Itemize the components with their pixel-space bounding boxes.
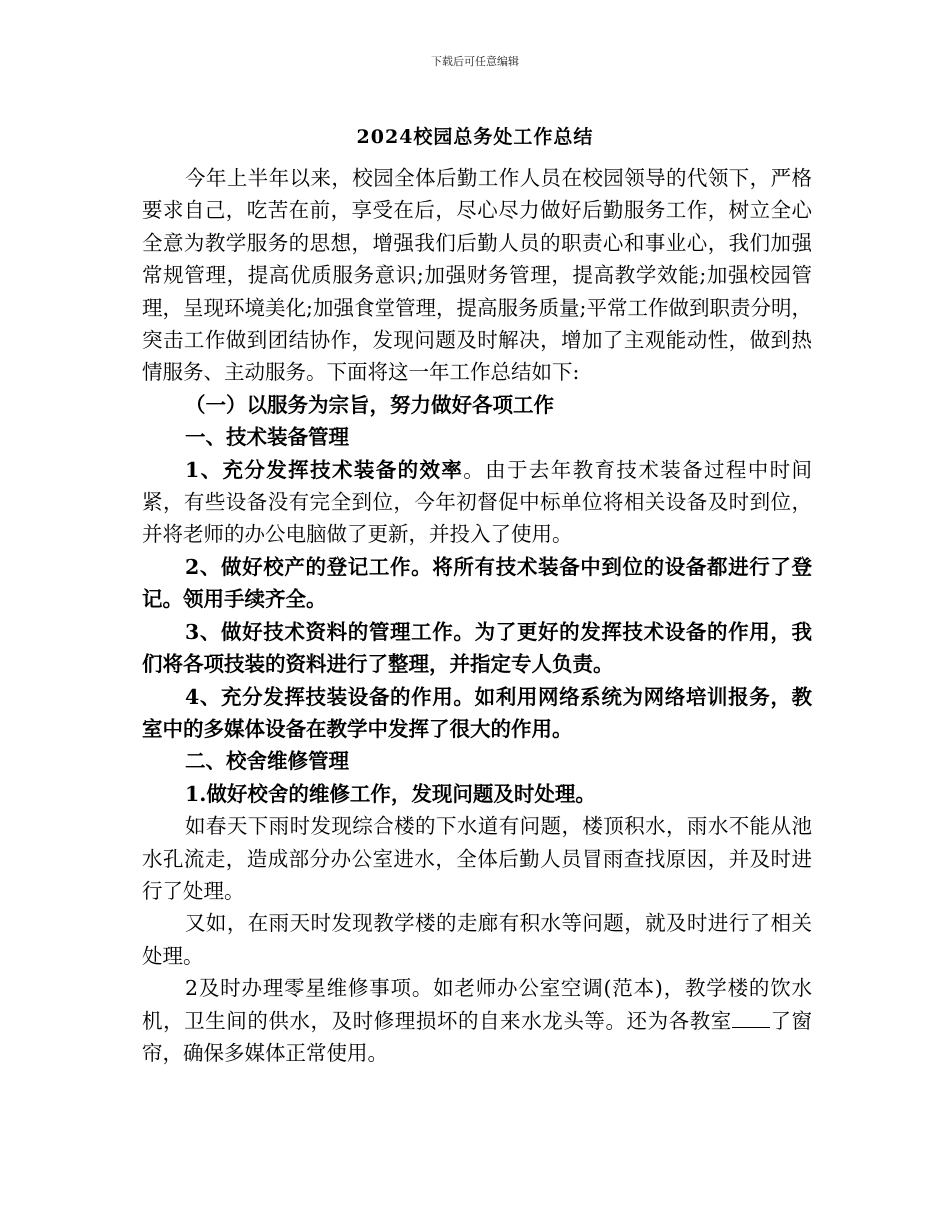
repair-text-a: 2及时办理零星维修事项。如老师办公室空调(范本)，教学楼的饮水机，卫生间的供水，及时修理损坏的自来水龙头等。还为各教室 [142,976,812,1033]
intro-paragraph: 今年上半年以来，校园全体后勤工作人员在校园领导的代领下，严格要求自己，吃苦在前，享受在后，尽心尽力做好后勤服务工作，树立全心全意为教学服务的思想，增强我们后勤人员的职责心和事业心，我们加强常规管理，提高优质服务意识;加强财务管理，提高教学效能;加强校园管理，呈现环境美化;加强食堂管理，提高服务质量;平常工作做到职责分明，突击工作做到团结协作，发现问题及时解决，增加了主观能动性，做到热情服务、主动服务。下面将这一年工作总结如下: [142,166,812,385]
item-3-paragraph: 3、做好技术资料的管理工作。为了更好的发挥技术设备的作用，我们将各项技装的资料进行了整理，并指定专人负责。 [142,619,812,677]
item-4-paragraph: 4、充分发挥技装设备的作用。如利用网络系统为网络培训报务，教室中的多媒体设备在教学中发挥了很大的作用。 [142,684,812,741]
subsection-2-item-1: 1.做好校舍的维修工作，发现问题及时处理。 [185,781,596,806]
subsection-heading-1: 一、技术装备管理 [185,425,349,450]
repair-paragraph [142,972,812,1069]
document-body [142,162,812,1069]
item-1-heading: 1、充分发挥技术装备的效率 [185,457,464,482]
subsection-heading-2: 二、校舍维修管理 [185,749,349,774]
page-header: 下载后可任意编辑 [431,55,519,68]
item-1-paragraph [142,454,812,551]
document-title: 2024校园总务处工作总结 [356,126,594,148]
repair-text-b: 了窗帘，确保多媒体正常使用。 [142,1008,813,1065]
item-2-paragraph: 2、做好校产的登记工作。将所有技术装备中到位的设备都进行了登记。领用手续齐全。 [142,554,812,612]
corridor-paragraph: 又如，在雨天时发现教学楼的走廊有积水等问题，就及时进行了相关处理。 [142,911,812,968]
fill-blank [732,1009,770,1028]
rain-paragraph: 如春天下雨时发现综合楼的下水道有问题，楼顶积水，雨水不能从池水孔流走，造成部分办公室进水，全体后勤人员冒雨查找原因，并及时进行了处理。 [142,814,812,903]
section-heading-1: （一）以服务为宗旨，努力做好各项工作 [185,392,554,417]
item-1-text: 。由于去年教育技术装备过程中时间紧，有些设备没有完全到位，今年初督促中标单位将相关设备及时到位，并将老师的办公电脑做了更新，并投入了使用。 [142,457,812,547]
